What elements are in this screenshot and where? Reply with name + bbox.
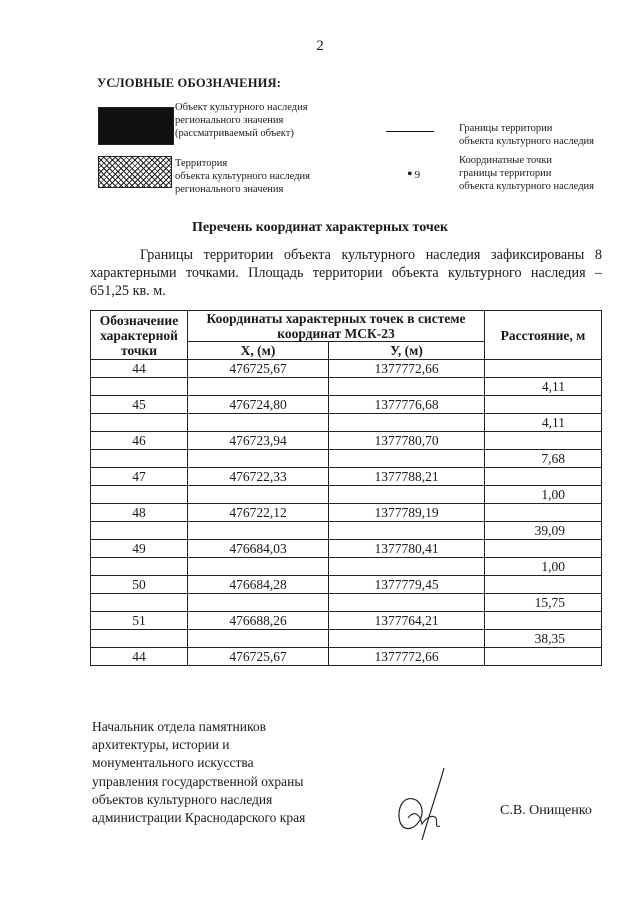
legend-points-text: Координатные точки границы территории объекта культурного наследия: [459, 155, 594, 192]
header-x: X, (м): [188, 342, 329, 360]
y-cell: 1377788,21: [329, 468, 485, 486]
y-cell: 1377780,70: [329, 432, 485, 450]
empty-cell: [188, 486, 329, 504]
distance-cell: 4,11: [485, 414, 602, 432]
empty-cell: [329, 486, 485, 504]
distance-cell: 4,11: [485, 378, 602, 396]
y-cell: 1377779,45: [329, 576, 485, 594]
y-cell: 1377772,66: [329, 648, 485, 666]
x-cell: 476688,26: [188, 612, 329, 630]
signatory-name: С.В. Онищенко: [500, 803, 592, 818]
empty-cell: [91, 630, 188, 648]
handwritten-signature: [386, 760, 466, 850]
empty-cell: [329, 378, 485, 396]
point-row: [91, 576, 602, 594]
empty-cell: [329, 522, 485, 540]
distance-cell: 15,75: [485, 594, 602, 612]
point-id-cell: 48: [91, 504, 188, 522]
x-cell: 476725,67: [188, 648, 329, 666]
distance-cell: 1,00: [485, 558, 602, 576]
x-cell: 476723,94: [188, 432, 329, 450]
point-row: [91, 648, 602, 666]
distance-empty-cell: [485, 432, 602, 450]
y-cell: 1377776,68: [329, 396, 485, 414]
distance-row: [91, 414, 602, 432]
point-row: [91, 612, 602, 630]
distance-cell: 39,09: [485, 522, 602, 540]
header-distance: Расстояние, м: [485, 311, 602, 360]
legend-territory-swatch: [98, 156, 172, 188]
distance-cell: 7,68: [485, 450, 602, 468]
header-point: Обозначение характерной точки: [91, 311, 188, 360]
distance-row: [91, 450, 602, 468]
empty-cell: [188, 558, 329, 576]
empty-cell: [91, 522, 188, 540]
distance-cell: 38,35: [485, 630, 602, 648]
empty-cell: [188, 450, 329, 468]
point-id-cell: 46: [91, 432, 188, 450]
distance-empty-cell: [485, 396, 602, 414]
empty-cell: [329, 558, 485, 576]
empty-cell: [188, 414, 329, 432]
x-cell: 476725,67: [188, 360, 329, 378]
point-row: [91, 360, 602, 378]
description-paragraph: Границы территории объекта культурного наследия зафиксированы 8 характерными точками. Площадь территории объекта культурного наследия – 651,25 кв. м.: [90, 247, 602, 299]
legend-boundary-line: [386, 131, 434, 132]
point-id-cell: 47: [91, 468, 188, 486]
distance-empty-cell: [485, 648, 602, 666]
distance-empty-cell: [485, 576, 602, 594]
distance-row: [91, 558, 602, 576]
point-dot-icon: •: [407, 166, 413, 183]
page-number: 2: [316, 38, 324, 54]
legend-title: УСЛОВНЫЕ ОБОЗНАЧЕНИЯ:: [97, 76, 282, 90]
empty-cell: [188, 378, 329, 396]
empty-cell: [91, 558, 188, 576]
y-cell: 1377772,66: [329, 360, 485, 378]
empty-cell: [188, 522, 329, 540]
distance-row: [91, 486, 602, 504]
empty-cell: [91, 378, 188, 396]
empty-cell: [91, 486, 188, 504]
x-cell: 476722,33: [188, 468, 329, 486]
point-row: [91, 432, 602, 450]
empty-cell: [91, 414, 188, 432]
point-id-cell: 44: [91, 360, 188, 378]
distance-row: [91, 630, 602, 648]
distance-empty-cell: [485, 540, 602, 558]
legend-territory-text: Территория объекта культурного наследия регионального значения: [175, 158, 310, 195]
empty-cell: [329, 594, 485, 612]
header-y: У, (м): [329, 342, 485, 360]
x-cell: 476722,12: [188, 504, 329, 522]
distance-row: [91, 594, 602, 612]
point-id-cell: 49: [91, 540, 188, 558]
distance-row: [91, 378, 602, 396]
coordinates-table: [90, 310, 602, 666]
point-id-cell: 44: [91, 648, 188, 666]
empty-cell: [188, 594, 329, 612]
distance-empty-cell: [485, 468, 602, 486]
distance-empty-cell: [485, 360, 602, 378]
distance-empty-cell: [485, 612, 602, 630]
section-heading: Перечень координат характерных точек: [191, 220, 449, 235]
distance-row: [91, 522, 602, 540]
empty-cell: [329, 630, 485, 648]
empty-cell: [91, 594, 188, 612]
y-cell: 1377764,21: [329, 612, 485, 630]
distance-cell: 1,00: [485, 486, 602, 504]
empty-cell: [188, 630, 329, 648]
point-id-cell: 51: [91, 612, 188, 630]
empty-cell: [329, 414, 485, 432]
legend-point-marker: • 9: [407, 166, 421, 183]
y-cell: 1377789,19: [329, 504, 485, 522]
legend-boundary-text: Границы территории объекта культурного наследия: [459, 123, 594, 147]
distance-empty-cell: [485, 504, 602, 522]
point-row: [91, 396, 602, 414]
x-cell: 476684,28: [188, 576, 329, 594]
header-coords: Координаты характерных точек в системе координат МСК-23: [188, 311, 485, 342]
y-cell: 1377780,41: [329, 540, 485, 558]
legend-object-swatch: [98, 107, 174, 145]
signatory-position: Начальник отдела памятников архитектуры, истории и монументального искусства управления государственной охраны объектов культурного наследия администрации Краснодарского края: [92, 719, 306, 826]
point-id-cell: 45: [91, 396, 188, 414]
legend-object-text: Объект культурного наследия регионального значения (рассматриваемый объект): [175, 102, 308, 139]
point-row: [91, 468, 602, 486]
empty-cell: [329, 450, 485, 468]
point-row: [91, 504, 602, 522]
point-id-cell: 50: [91, 576, 188, 594]
point-row: [91, 540, 602, 558]
empty-cell: [91, 450, 188, 468]
x-cell: 476684,03: [188, 540, 329, 558]
x-cell: 476724,80: [188, 396, 329, 414]
